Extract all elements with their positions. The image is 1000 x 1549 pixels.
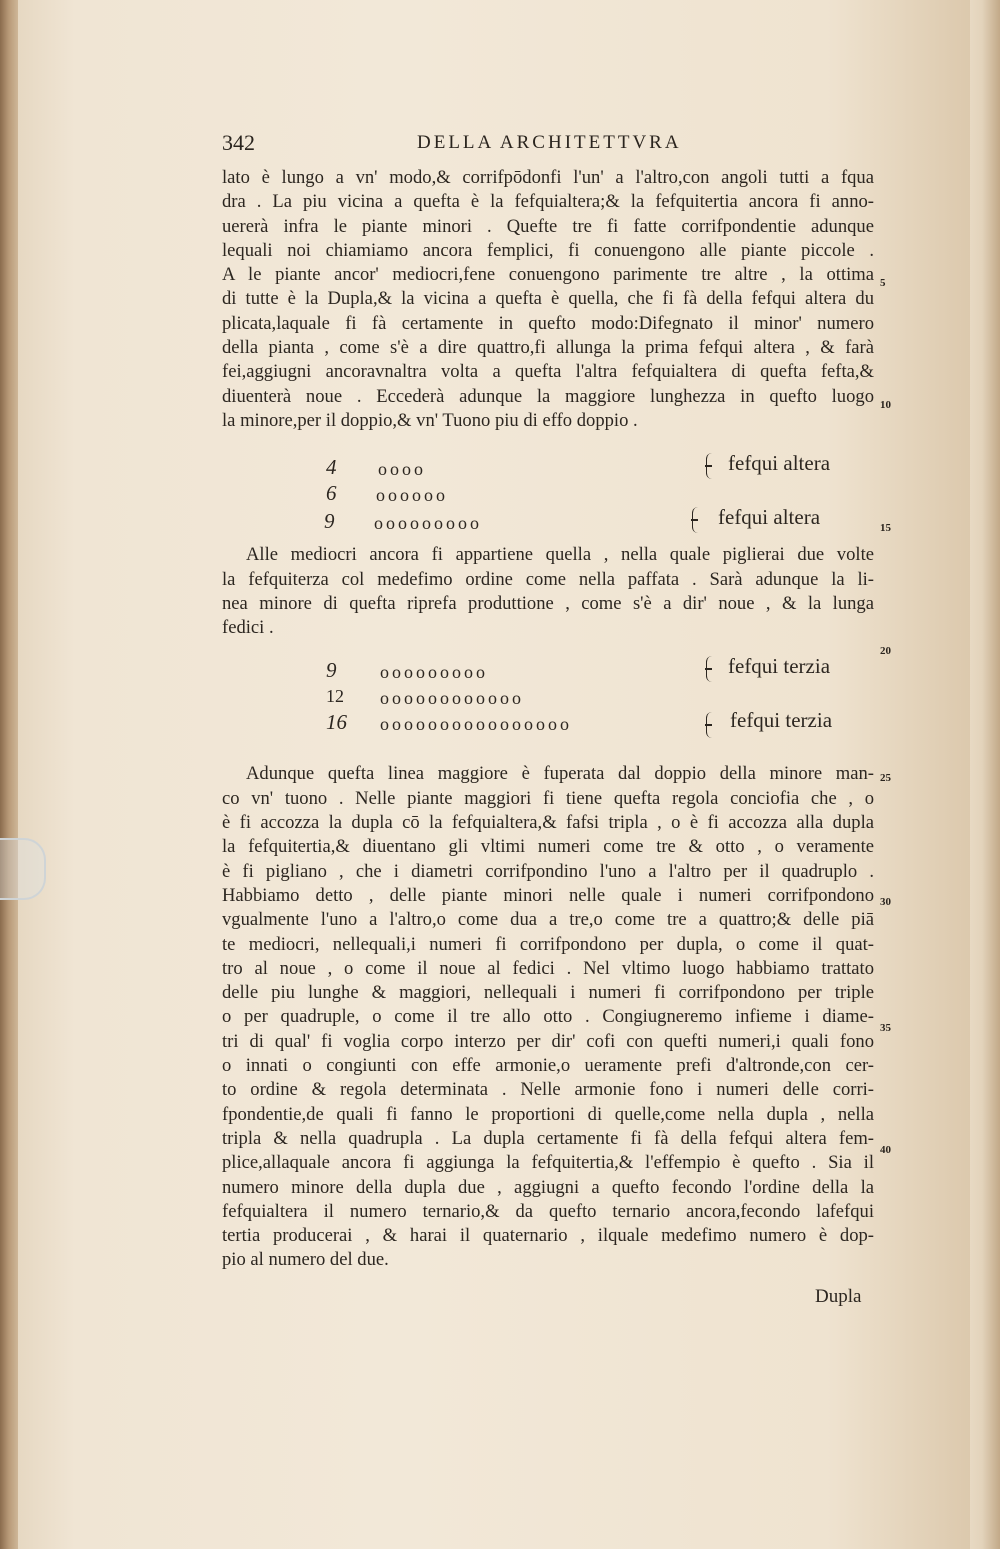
ratio-brace	[692, 507, 702, 533]
text-line: tro al noue , o come il noue al fedici . Nel vltimo luogo habbiamo trattato	[222, 957, 874, 979]
text-line: tri di qual' fi voglia corpo interzo per dir' cofi con quefti numeri,i quali fono	[222, 1030, 874, 1052]
text-line: la minore,per il doppio,& vn' Tuono piu di effo doppio .	[222, 409, 638, 431]
text-line: di tutte è la Dupla,& la vicina a quefta è quella, che fi fà della fefqui altera du	[222, 288, 874, 310]
text-line: lequali noi chiamiamo ancora femplici, fi conuengono alle piante piccole .	[222, 239, 874, 261]
ratio-label: fefqui terzia	[730, 708, 833, 733]
ratio-row	[222, 481, 874, 507]
text-line: fei,aggiugni ancoravnaltra volta a quefta l'altra fefquialtera di quefta fefta,&	[222, 361, 874, 383]
text-line: to ordine & regola determinata . Nelle armonie fono i numeri delle corri-	[222, 1079, 874, 1101]
ratio-dots: oooooooooooooooo	[380, 714, 572, 735]
margin-line-number: 35	[880, 1022, 891, 1034]
text-line: fedici .	[222, 617, 274, 639]
margin-line-number: 5	[880, 277, 886, 289]
margin-line-number: 20	[880, 645, 891, 657]
ratio-number: 6	[326, 481, 337, 506]
text-line: Habbiamo detto , delle piante minori nelle quale i numeri corrifpondono	[222, 884, 874, 906]
text-line: vgualmente l'uno a l'altro,o come dua a tre,o come tre a quattro;& delle piā	[222, 909, 874, 931]
text-line: fpondentie,de quali fi fanno le proportioni di quelle,come nella dupla , nella	[222, 1103, 874, 1125]
ratio-number: 9	[326, 658, 337, 683]
text-line: lato è lungo a vn' modo,& corrifpōdonfi l'un' a l'altro,con angoli tutti a fqua	[222, 167, 874, 188]
page-header	[222, 128, 712, 158]
text-line: fefquialtera il numero ternario,& da quefto ternario ancora,fecondo lafefqui	[222, 1200, 874, 1222]
text-line: è fi accozza la dupla cō la fefquialtera,& fafsi tripla , o è fi accozza alla dupla	[222, 812, 874, 834]
ratio-brace	[706, 712, 716, 738]
text-line: A le piante ancor' mediocri,fene conuengono parimente tre altre , la ottima	[222, 264, 874, 286]
page-clip	[0, 838, 46, 900]
text-line: nea minore di quefta riprefa produttione , come s'è a dir' noue , & la lunga	[222, 592, 874, 614]
text-line: o per quadruple, o come il tre allo otto . Congiugneremo infieme i diame-	[222, 1006, 874, 1028]
margin-line-number: 40	[880, 1144, 891, 1156]
paragraph-2	[222, 543, 874, 640]
margin-line-number: 25	[880, 772, 891, 784]
ratio-number: 4	[326, 455, 337, 480]
ratio-row	[222, 684, 874, 710]
text-line: plicata,laquale fi fà certamente in quefto modo:Difegnato il minor' numero	[222, 312, 874, 334]
text-line: plice,allaquale ancora fi aggiunga la fefquitertia,& l'effempio è quefto . Sia il	[222, 1152, 874, 1174]
text-line: Alle mediocri ancora fi appartiene quella , nella quale piglierai due volte	[246, 544, 874, 566]
ratio-number: 16	[326, 710, 347, 735]
text-line: la fefquiterza col medefimo ordine come nella paffata . Sarà adunque la li-	[222, 568, 874, 590]
page-number: 342	[222, 130, 255, 155]
ratio-label: fefqui terzia	[728, 654, 831, 679]
ratio-number: 12	[326, 686, 344, 707]
ratio-dots: oooo	[378, 459, 426, 480]
margin-line-number: 15	[880, 522, 891, 534]
paragraph-1	[222, 166, 874, 433]
margin-line-number: 30	[880, 896, 891, 908]
text-line: dra . La piu vicina a quefta è la fefquialtera;& la fefquitertia ancora fi anno-	[222, 191, 874, 213]
catchword: Dupla	[815, 1286, 862, 1307]
text-line: la fefquitertia,& diuentano gli vltimi numeri come tre & otto , o veramente	[222, 836, 874, 858]
text-line: pio al numero del due.	[222, 1249, 389, 1271]
ratio-number: 9	[324, 509, 335, 534]
text-line: te mediocri, nellequali,i numeri fi corrifpondono per dupla, o come il quat-	[222, 933, 874, 955]
text-line: tertia producerai , & harai il quaternario , ilquale medefimo numero è dop-	[222, 1225, 874, 1247]
text-line: è fi pigliano , che i diametri corrifpondino l'uno a l'altro per il quadruplo .	[222, 860, 874, 882]
text-line: diuenterà noue . Eccederà adunque la maggiore lunghezza in quefto luogo	[222, 385, 874, 407]
text-line: o innati o congiunti con effe armonie,o ueramente prefi d'altronde,con cer-	[222, 1055, 874, 1077]
text-line: co vn' tuono . Nelle piante maggiori fi tiene quefta regola conciofia che , o	[222, 787, 874, 809]
ratio-table-sesquialtera	[222, 447, 874, 543]
page-body	[222, 166, 874, 1273]
text-line: numero minore della dupla due , aggiugni a quefto fecondo l'ordine della la	[222, 1176, 874, 1198]
text-line: Adunque quefta linea maggiore è fuperata dal doppio della minore man-	[246, 763, 874, 785]
ratio-dots: oooooo	[376, 485, 448, 506]
margin-line-number: 10	[880, 399, 891, 411]
ratio-table-sesquitertia	[222, 654, 874, 762]
paragraph-3	[222, 762, 874, 1272]
text-line: tripla & nella quadrupla . La dupla certamente fi fà della fefqui altera fem-	[222, 1127, 874, 1149]
ratio-dots: oooooooooooo	[380, 688, 524, 709]
ratio-dots: ooooooooo	[374, 513, 482, 534]
ratio-brace	[706, 453, 716, 479]
text-line: della pianta , come s'è a dire quattro,fi allunga la prima fefqui altera , & farà	[222, 337, 874, 359]
ratio-brace	[706, 656, 716, 682]
text-line: uererà infra le piante minori . Quefte tre fi fatte corrifpondentie adunque	[222, 215, 874, 237]
ratio-dots: ooooooooo	[380, 662, 488, 683]
running-title: DELLA ARCHITETTVRA	[417, 132, 682, 153]
ratio-label: fefqui altera	[728, 451, 831, 476]
ratio-label: fefqui altera	[718, 505, 821, 530]
text-line: delle piu lunghe & maggiori, nellequali i numeri fi corrifpondono per triple	[222, 982, 874, 1004]
